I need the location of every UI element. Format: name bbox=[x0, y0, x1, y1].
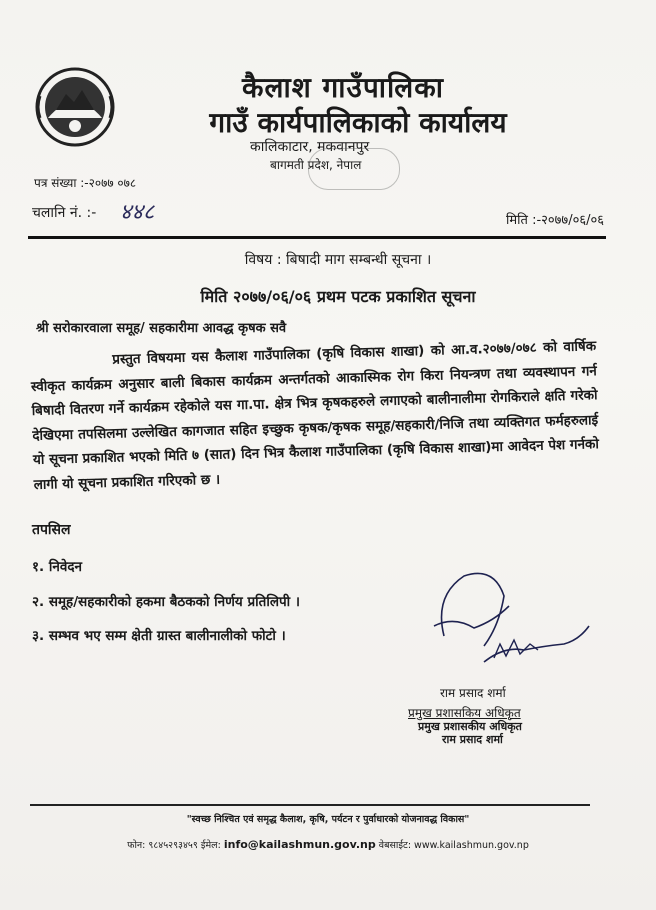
office-address: कालिकाटार, मकवानपुर bbox=[250, 139, 370, 155]
signatory-title: प्रमुख प्रशासकिय अधिकृत bbox=[408, 706, 521, 720]
footer-divider bbox=[30, 804, 590, 806]
list-item: १. निवेदन bbox=[32, 559, 83, 575]
list-item: २. समूह/सहकारीको हकमा बैठकको निर्णय प्रतिलिपी । bbox=[32, 594, 300, 610]
footer-phone: फोन: ९८४५२९३४५९ ईमेल: bbox=[127, 840, 221, 851]
office-stamp bbox=[308, 148, 400, 190]
header-divider bbox=[28, 236, 606, 239]
salutation: श्री सरोकारवाला समूह/ सहकारीमा आवद्ध कृषक सवै bbox=[36, 321, 287, 336]
reference-number: पत्र संख्या :-२०७७ ०७८ bbox=[34, 176, 137, 190]
office-subtitle: गाउँ कार्यपालिकाको कार्यालय bbox=[209, 106, 507, 139]
dispatch-label: चलानि नं. :- bbox=[32, 205, 97, 221]
office-province: बागमती प्रदेश, नेपाल bbox=[270, 158, 362, 172]
dispatch-number: ४४८ bbox=[120, 200, 155, 225]
subject-line: विषय : बिषादी माग सम्बन्धी सूचना । bbox=[244, 252, 432, 268]
handwritten-signature bbox=[424, 566, 594, 676]
office-name: कैलाश गाउँपालिका bbox=[241, 71, 445, 104]
list-heading: तपसिल bbox=[32, 522, 71, 538]
footer-contact bbox=[0, 838, 656, 851]
notice-title: मिति २०७७/०६/०६ प्रथम पटक प्रकाशित सूचना bbox=[200, 287, 476, 306]
footer-motto: "स्वच्छ निश्चित एवं समृद्ध कैलाश, कृषि, पर्यटन र पुर्वाधारको योजनावद्ध विकास" bbox=[186, 814, 470, 825]
stamp-name: राम प्रसाद शर्मा bbox=[442, 733, 503, 746]
letter-date: मिति :-२०७७/०६/०६ bbox=[506, 213, 604, 228]
footer-website: वेबसाईट: www.kailashmun.gov.np bbox=[378, 840, 529, 851]
list-item: ३. सम्भव भए सम्म क्षेती ग्रास्त बालीनालीको फोटो । bbox=[32, 628, 286, 644]
footer-email: info@kailashmun.gov.np bbox=[223, 838, 376, 851]
body-paragraph bbox=[30, 334, 600, 497]
signatory-name: राम प्रसाद शर्मा bbox=[440, 686, 506, 700]
body-text: प्रस्तुत विषयमा यस कैलाश गाउँपालिका (कृषि विकास शाखा) को आ.व.२०७७/०७८ को वार्षिक स्वीकृत कार्यक्रम अनुसार बाली बिकास कार्यक्रम अन्तर्गतको आकास्मिक रोग किरा नियन्त्रण तथा व्यवस्थापन गर्न बिषादी वितरण गर्ने कार्यक्रम रहेकोले यस गा.पा. क्षेत्र भित्र कृषकहरुले लगाएको बालीनालीमा रोगकिराले क्षति गरेको देखिएमा तपसिलमा उल्लेखित कागजात सहित इच्छुक कृषक/कृषक समूह/सहकारी/निजि तथा व्यक्तिगत फर्महरुलाई यो सूचना प्रकाशित भएको मिति ७ (सात) दिन भित्र कैलाश गाउँपालिका (कृषि विकास शाखा)मा आवेदन पेश गर्नको लागी यो सूचना प्रकाशित गरिएको छ । bbox=[30, 338, 600, 493]
stamp-title: प्रमुख प्रशासकीय अधिकृत bbox=[418, 720, 522, 733]
